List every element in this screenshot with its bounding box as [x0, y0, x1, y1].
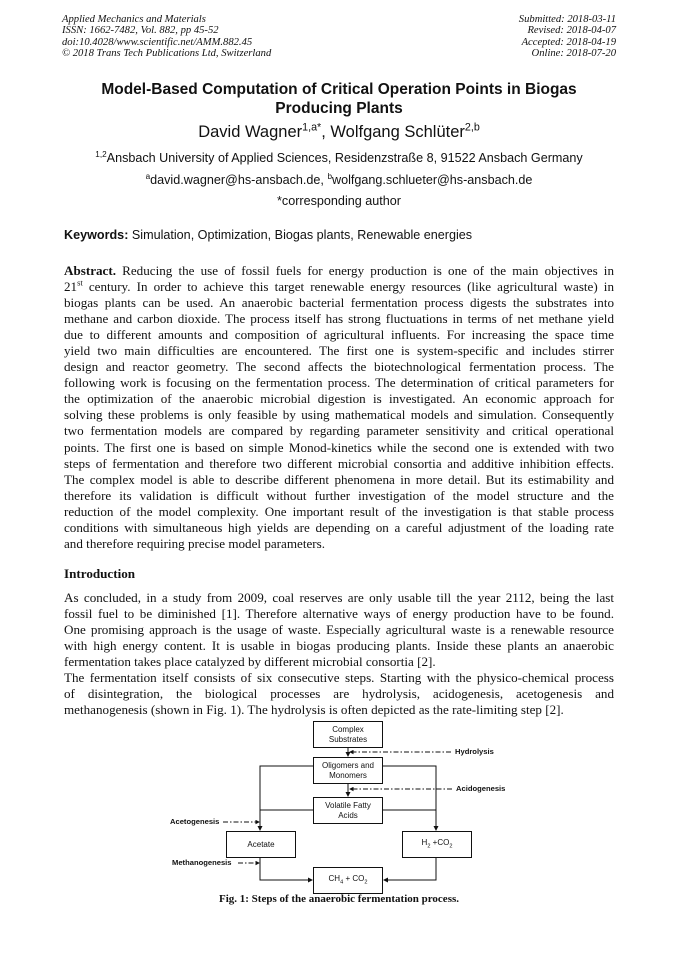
formula-part: + CO: [343, 873, 365, 883]
email-a[interactable]: david.wagner@hs-ansbach.de,: [150, 173, 328, 187]
abstract-line: two fermentation models are compared by regarding parameter sensitivity and critical operational: [64, 423, 614, 439]
abstract-line: design and reactor geometry. The second affects the biotechnological fermentation process. The: [64, 359, 614, 375]
keywords-text: Simulation, Optimization, Biogas plants, Renewable energies: [128, 228, 473, 242]
intro-line: fermentation takes place catalyzed by different microbial consortia [2].: [64, 654, 436, 670]
title-line-2: Producing Plants: [275, 100, 403, 117]
doi: doi:10.4028/www.scientific.net/AMM.882.45: [62, 36, 253, 48]
node-label: [329, 874, 368, 888]
label-hydrolysis: Hydrolysis: [455, 747, 494, 756]
label-acetogenesis: Acetogenesis: [170, 817, 220, 826]
formula-subscript: 4: [340, 879, 344, 886]
abstract-line: methane and carbon dioxide. The process itself has strong fluctuations in terms of net methane yield: [64, 311, 614, 327]
abstract-line: due to different amounts and composition of agricultural influents. For increasing the space time: [64, 327, 614, 343]
title-line-1: Model-Based Computation of Critical Operation Points in Biogas: [101, 81, 577, 98]
intro-line: of disintegration, the biological processes are hydrolysis, acidogenesis, acetogenesis and: [64, 686, 614, 702]
node-label: Complex: [332, 724, 364, 734]
submitted-date: Submitted: 2018-03-11: [518, 14, 616, 25]
abstract-text: century. In order to achieve this target renewable energy resources (like agricultural waste) in: [88, 279, 614, 295]
abstract-text: Reducing the use of fossil fuels for energy production is one of the main objectives in: [116, 263, 614, 278]
author-separator: ,: [321, 123, 331, 141]
abstract-line: steps of fermentation and therefore two different microbial consortia and additive inhibition effects.: [64, 455, 614, 471]
author-2-affil: 2,b: [464, 121, 480, 134]
node-complex-substrates: [313, 721, 383, 748]
node-label: Oligomers and: [321, 760, 375, 770]
corresponding-author-note: *corresponding author: [277, 194, 401, 208]
node-h2-co2: [402, 831, 472, 858]
intro-line: with high energy content. It is usable in biogas producing plants. Inside these plants an anaerobic: [64, 638, 614, 654]
email-b[interactable]: wolfgang.schlueter@hs-ansbach.de: [332, 173, 533, 187]
intro-line: methanogenesis (shown in Fig. 1). The hydrolysis is often depicted as the rate-limiting step [2].: [64, 702, 564, 718]
figure-caption: Fig. 1: Steps of the anaerobic fermentation process.: [218, 893, 460, 905]
ordinal-suffix: st: [77, 277, 83, 288]
abstract-line: following work is focusing on the fermentation process. The determination of critical parameters for: [64, 375, 614, 391]
node-volatile-fatty-acids: [313, 797, 383, 824]
abstract-line: points. The first one is based on simple Monod-kinetics while the second one is extended with two: [64, 439, 614, 455]
formula-subscript: 2: [449, 843, 453, 850]
abstract-line: therefore its validation is difficult without further investigation of the model structure and the: [64, 487, 614, 503]
formula-part: H: [421, 837, 428, 847]
intro-line: As concluded, in a study from 2009, coal reserves are only usable till the year 2112, being the last: [64, 590, 614, 605]
node-acetate: [226, 831, 296, 858]
node-label: Volatile Fatty: [325, 800, 371, 810]
copyright: © 2018 Trans Tech Publications Ltd, Switzerland: [62, 48, 272, 60]
section-heading-introduction: Introduction: [64, 566, 136, 581]
abstract-line: yield two main difficulties are encountered. The first one is system-specific and includes stirrer: [64, 343, 614, 359]
node-oligomers-monomers: [313, 757, 383, 784]
accepted-date: Accepted: 2018-04-19: [521, 36, 616, 48]
node-label: Substrates: [328, 734, 368, 744]
node-ch4-co2: [313, 867, 383, 894]
node-label: Acids: [338, 810, 358, 820]
formula-subscript: 2: [427, 843, 431, 850]
author-1-affil: 1,a*: [302, 121, 322, 134]
abstract-line: and therefore requiring precise model parameters.: [64, 535, 326, 551]
affiliation-marker: 1,2: [95, 149, 107, 159]
issn: ISSN: 1662-7482, Vol. 882, pp 45-52: [62, 25, 219, 37]
abstract-line: biogas plants can be used. An anaerobic bacterial fermentation process digests the substrates into: [64, 295, 614, 311]
intro-line: The fermentation itself consists of six consecutive steps. Starting with the physico-chemical process: [64, 670, 614, 685]
label-acidogenesis: Acidogenesis: [456, 784, 506, 793]
abstract-line: reduction of the model complexity. One important result of the investigation is that stable process: [64, 503, 614, 519]
abstract-line: the optimization of the anaerobic microbial digestion is investigated. An economic approach for: [64, 391, 614, 407]
node-label: [422, 838, 453, 852]
century-number: 21: [64, 279, 78, 295]
node-label: Monomers: [329, 770, 367, 780]
node-label: Acetate: [247, 839, 275, 849]
formula-subscript: 2: [364, 879, 368, 886]
abstract-line: conditions with simultaneous high yields are depending on a careful adjustment of the loading rate: [64, 519, 614, 535]
intro-line: fossil fuel to be diminished [1]. Therefore alternative ways of energy production have to be found.: [64, 606, 614, 622]
keywords-label: Keywords:: [64, 228, 129, 242]
abstract-line: solving these problems is only feasible by using mathematical models and simulation. Consequently: [64, 407, 614, 423]
intro-line: One promising approach is the usage of waste. Especially agricultural waste is a renewable resource: [64, 622, 614, 638]
email-b-marker: b: [327, 171, 332, 181]
label-methanogenesis: Methanogenesis: [172, 858, 232, 867]
revised-date: Revised: 2018-04-07: [527, 25, 616, 37]
abstract-line: The complex model is able to describe different phenomena in more detail. But its estimability and: [64, 471, 614, 487]
author-1: David Wagner: [198, 123, 303, 141]
affiliation-text: Ansbach University of Applied Sciences, Residenzstraße 8, 91522 Ansbach Germany: [106, 151, 583, 165]
formula-part: +CO: [430, 837, 450, 847]
online-date: Online: 2018-07-20: [531, 48, 616, 60]
author-2: Wolfgang Schlüter: [330, 123, 465, 141]
journal-name: Applied Mechanics and Materials: [62, 14, 206, 25]
formula-part: CH: [328, 873, 341, 883]
email-a-marker: a: [145, 171, 151, 181]
abstract-label: Abstract.: [64, 263, 116, 278]
